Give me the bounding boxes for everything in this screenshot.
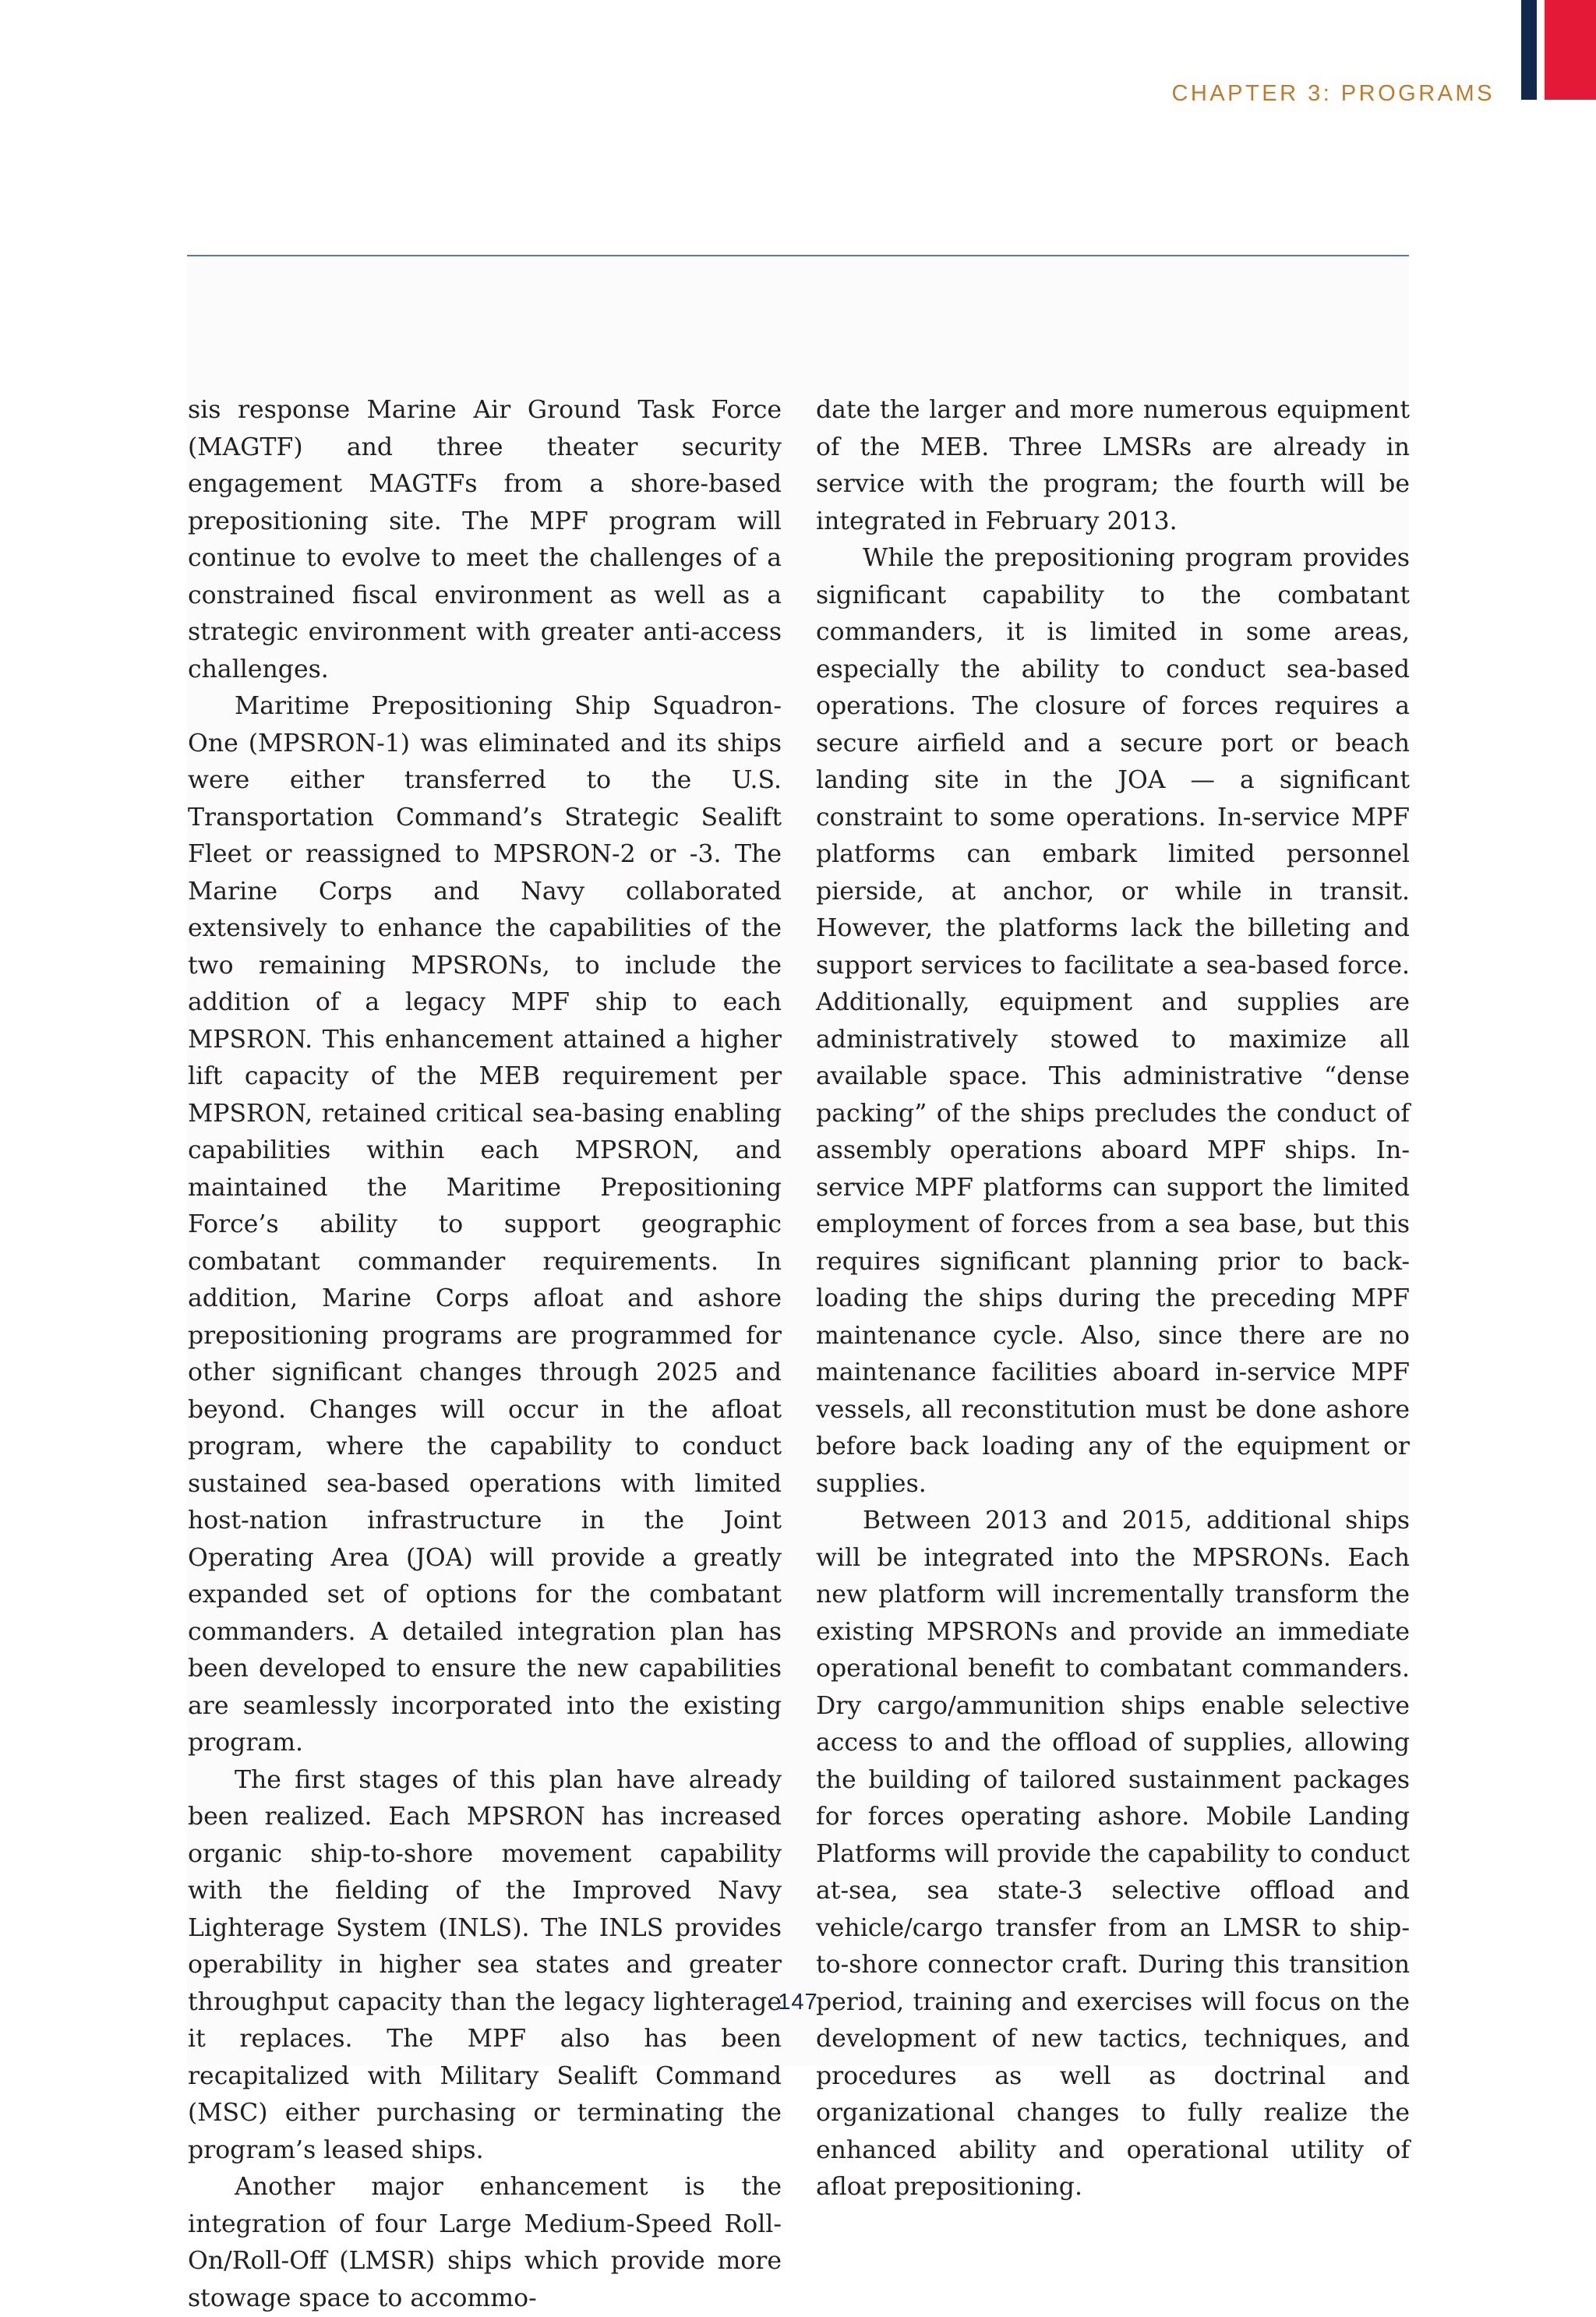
paragraph: The first stages of this plan have already been realized. Each MPSRON has increased organic ship-to-shore movement capability with the fielding of the Improved Navy Lighterage System (INLS). The INLS provides operability in higher sea states and greater throughput capacity than the legacy lighterage it replaces. The MPF also has been recapitalized with Military Sealift Command (MSC) either purchasing or terminating the program’s leased ships. [188,1765,782,2164]
paragraph: Maritime Prepositioning Ship Squadron-One (MPSRON-1) was eliminated and its ships were either transferred to the U.S. Transportation Command’s Strategic Sealift Fleet or reassigned to MPSRON-2 or -3. The Marine Corps and Navy collaborated extensively to enhance the capabilities of the two remaining MPSRONs, to include the addition of a legacy MPF ship to each MPSRON. This enhancement attained a higher lift capacity of the MEB requirement per MPSRON, retained critical sea-basing enabling capabilities within each MPSRON, and maintained the Maritime Prepositioning Force’s ability to support geographic combatant commander requirements. In addition, Marine Corps afloat and ashore prepositioning programs are programmed for other significant changes through 2025 and beyond. Changes will occur in the afloat program, where the capability to conduct sustained sea-based operations with limited host-nation infrastructure in the Joint Operating Area (JOA) will provide a greatly expanded set of options for the combatant commanders. A detailed integration plan has been developed to ensure the new capabilities are seamlessly incorporated into the existing program. [188,692,782,1757]
navy-stripe [1521,0,1537,100]
right-column [816,392,1410,2206]
chapter-header: CHAPTER 3: PROGRAMS [1171,81,1495,106]
paragraph: Another major enhancement is the integration of four Large Medium-Speed Roll-On/Roll-Off (LMSR) ships which provide more stowage space to accommo- [188,2173,782,2312]
header-divider [187,255,1409,256]
paragraph: While the prepositioning program provides significant capability to the combatant commanders, it is limited in some areas, especially the ability to conduct sea-based operations. The closure of forces requires a secure airfield and a secure port or beach landing site in the JOA — a significant constraint to some operations. In-service MPF platforms can embark limited personnel pierside, at anchor, or while in transit. However, the platforms lack the billeting and support services to facilitate a sea-based force. Additionally, equipment and supplies are administratively stowed to maximize all available space. This administrative “dense packing” of the ships precludes the conduct of assembly operations aboard MPF ships. In-service MPF platforms can support the limited employment of forces from a sea base, but this requires significant planning prior to back-loading the ships during the preceding MPF maintenance cycle. Also, since there are no maintenance facilities aboard in-service MPF vessels, all reconstitution must be done ashore before back loading any of the equipment or supplies. [816,544,1410,1498]
red-stripe [1545,0,1596,100]
paragraph: sis response Marine Air Ground Task Force (MAGTF) and three theater security engagement MAGTFs from a shore-based prepositioning site. The MPF program will continue to evolve to meet the challenges of a constrained fiscal environment as well as a strategic environment with greater anti-access challenges. [188,396,782,683]
paragraph: date the larger and more numerous equipment of the MEB. Three LMSRs are already in service with the program; the fourth will be integrated in February 2013. [816,396,1410,535]
paragraph: Between 2013 and 2015, additional ships will be integrated into the MPSRONs. Each new platform will incrementally transform the existing MPSRONs and provide an immediate operational benefit to combatant commanders. Dry cargo/ammunition ships enable selective access to and the offload of supplies, allowing the building of tailored sustainment packages for forces operating ashore. Mobile Landing Platforms will provide the capability to conduct at-sea, sea state-3 selective offload and vehicle/cargo transfer from an LMSR to ship-to-shore connector craft. During this transition period, training and exercises will focus on the development of new tactics, techniques, and procedures as well as doctrinal and organizational changes to fully realize the enhanced ability and operational utility of afloat prepositioning. [816,1506,1410,2201]
page-number: 147 [778,1990,818,2015]
left-column [188,392,782,2317]
